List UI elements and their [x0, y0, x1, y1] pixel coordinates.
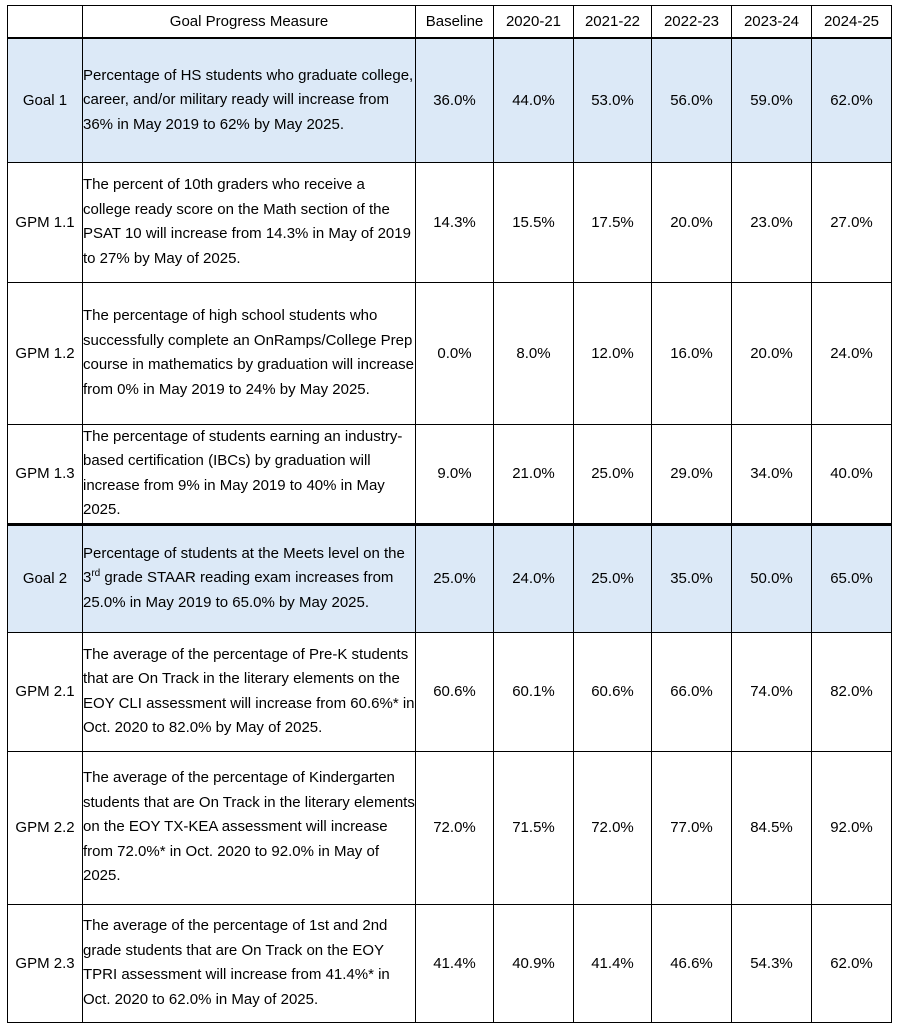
row-label: Goal 2: [8, 524, 83, 632]
row-baseline: 9.0%: [416, 424, 494, 524]
row-2020-21: 40.9%: [494, 904, 574, 1022]
row-measure: The percentage of high school students who successfully complete an OnRamps/College Prep course in mathematics by graduation will increase from 0% in May 2019 to 24% by May 2025.: [83, 282, 416, 424]
header-2021-22: 2021-22: [574, 6, 652, 39]
goal-progress-table: [7, 5, 892, 1023]
row-2023-24: 74.0%: [732, 632, 812, 751]
row-2023-24: 20.0%: [732, 282, 812, 424]
table-row-gpm-1-2: [8, 282, 892, 424]
table-row-goal-2: [8, 524, 892, 632]
row-2020-21: 44.0%: [494, 38, 574, 162]
row-measure: The average of the percentage of Pre-K students that are On Track in the literary elements on the EOY CLI assessment will increase from 60.6%* in Oct. 2020 to 82.0% by May of 2025.: [83, 632, 416, 751]
table-row-gpm-2-1: [8, 632, 892, 751]
row-measure: The percentage of students earning an industry-based certification (IBCs) by graduation will increase from 9% in May 2019 to 40% in May 2025.: [83, 424, 416, 524]
table-row-gpm-2-3: [8, 904, 892, 1022]
row-measure: The percent of 10th graders who receive a college ready score on the Math section of the PSAT 10 will increase from 14.3% in May of 2019 to 27% by May of 2025.: [83, 162, 416, 282]
row-2022-23: 16.0%: [652, 282, 732, 424]
row-baseline: 0.0%: [416, 282, 494, 424]
table-row-goal-1: [8, 38, 892, 162]
row-2020-21: 8.0%: [494, 282, 574, 424]
row-baseline: 25.0%: [416, 524, 494, 632]
row-2022-23: 20.0%: [652, 162, 732, 282]
row-label: GPM 1.2: [8, 282, 83, 424]
table-row-gpm-1-3: [8, 424, 892, 524]
row-2023-24: 59.0%: [732, 38, 812, 162]
row-2022-23: 46.6%: [652, 904, 732, 1022]
row-2021-22: 41.4%: [574, 904, 652, 1022]
header-2020-21: 2020-21: [494, 6, 574, 39]
header-2022-23: 2022-23: [652, 6, 732, 39]
row-2021-22: 17.5%: [574, 162, 652, 282]
row-2022-23: 35.0%: [652, 524, 732, 632]
row-baseline: 41.4%: [416, 904, 494, 1022]
ordinal-superscript: rd: [91, 568, 101, 580]
row-baseline: 60.6%: [416, 632, 494, 751]
row-2021-22: 12.0%: [574, 282, 652, 424]
row-2024-25: 62.0%: [812, 38, 892, 162]
row-2020-21: 60.1%: [494, 632, 574, 751]
header-2023-24: 2023-24: [732, 6, 812, 39]
row-2023-24: 84.5%: [732, 751, 812, 904]
row-2023-24: 34.0%: [732, 424, 812, 524]
row-label: GPM 2.2: [8, 751, 83, 904]
row-2022-23: 77.0%: [652, 751, 732, 904]
row-measure: Percentage of HS students who graduate college, career, and/or military ready will increase from 36% in May 2019 to 62% by May 2025.: [83, 38, 416, 162]
header-row: [8, 6, 892, 39]
header-label: [8, 6, 83, 39]
row-label: Goal 1: [8, 38, 83, 162]
goal-progress-table-wrapper: [7, 5, 892, 1023]
row-2024-25: 65.0%: [812, 524, 892, 632]
header-baseline: Baseline: [416, 6, 494, 39]
row-2022-23: 56.0%: [652, 38, 732, 162]
row-2024-25: 27.0%: [812, 162, 892, 282]
row-baseline: 14.3%: [416, 162, 494, 282]
row-2024-25: 24.0%: [812, 282, 892, 424]
row-label: GPM 2.3: [8, 904, 83, 1022]
row-2021-22: 25.0%: [574, 524, 652, 632]
table-row-gpm-1-1: [8, 162, 892, 282]
row-2021-22: 25.0%: [574, 424, 652, 524]
row-label: GPM 2.1: [8, 632, 83, 751]
row-measure: [83, 524, 416, 632]
row-baseline: 72.0%: [416, 751, 494, 904]
row-2023-24: 23.0%: [732, 162, 812, 282]
row-2024-25: 92.0%: [812, 751, 892, 904]
table-row-gpm-2-2: [8, 751, 892, 904]
row-2021-22: 60.6%: [574, 632, 652, 751]
row-2022-23: 29.0%: [652, 424, 732, 524]
row-measure: The average of the percentage of Kindergarten students that are On Track in the literary elements on the EOY TX-KEA assessment will increase from 72.0%* in Oct. 2020 to 92.0% in May of 2025.: [83, 751, 416, 904]
row-label: GPM 1.1: [8, 162, 83, 282]
measure-text-start: Percentage of students at the Meets level on the 3: [83, 544, 405, 587]
header-2024-25: 2024-25: [812, 6, 892, 39]
row-2020-21: 15.5%: [494, 162, 574, 282]
row-2024-25: 82.0%: [812, 632, 892, 751]
row-2020-21: 24.0%: [494, 524, 574, 632]
row-2020-21: 71.5%: [494, 751, 574, 904]
row-2022-23: 66.0%: [652, 632, 732, 751]
row-2020-21: 21.0%: [494, 424, 574, 524]
row-2024-25: 62.0%: [812, 904, 892, 1022]
measure-text-end: grade STAAR reading exam increases from 25.0% in May 2019 to 65.0% by May 2025.: [83, 569, 394, 611]
row-baseline: 36.0%: [416, 38, 494, 162]
row-2021-22: 53.0%: [574, 38, 652, 162]
header-measure: Goal Progress Measure: [83, 6, 416, 39]
row-label: GPM 1.3: [8, 424, 83, 524]
row-2024-25: 40.0%: [812, 424, 892, 524]
row-2023-24: 54.3%: [732, 904, 812, 1022]
row-2021-22: 72.0%: [574, 751, 652, 904]
row-measure: The average of the percentage of 1st and 2nd grade students that are On Track on the EOY TPRI assessment will increase from 41.4%* in Oct. 2020 to 62.0% in May of 2025.: [83, 904, 416, 1022]
row-2023-24: 50.0%: [732, 524, 812, 632]
